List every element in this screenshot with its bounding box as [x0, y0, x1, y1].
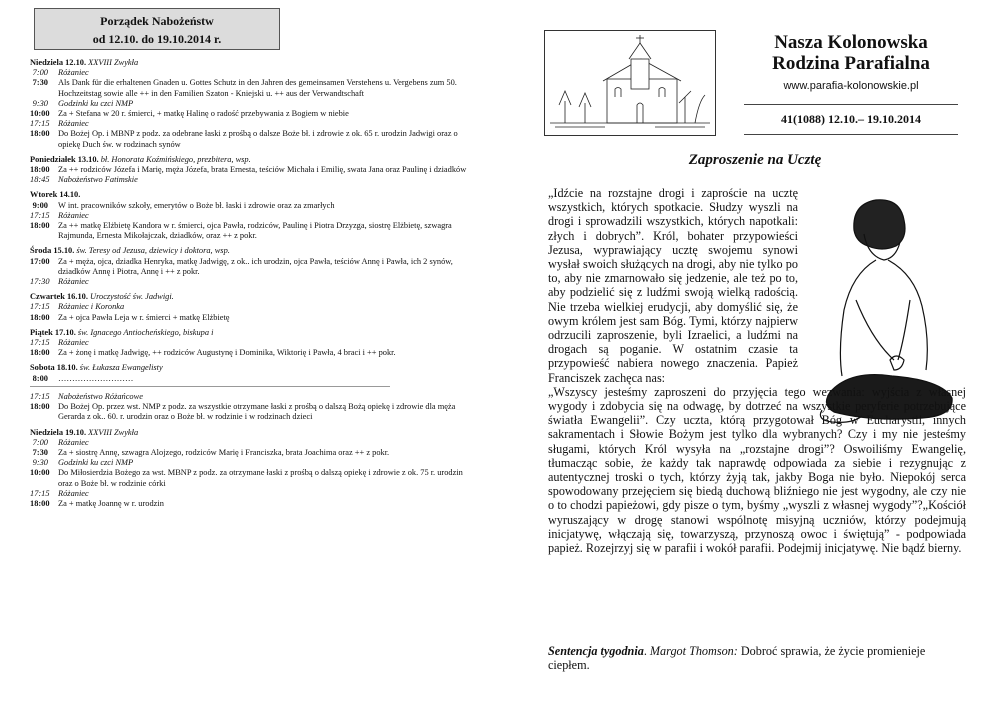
entry-text: Różaniec	[58, 119, 89, 129]
entry-time: 18:00	[30, 129, 50, 139]
day-name: Wtorek 14.10.	[30, 190, 81, 200]
schedule-entry	[30, 78, 470, 98]
schedule-day	[30, 292, 470, 323]
entry-time: 7:00	[32, 437, 48, 447]
day-heading	[30, 190, 470, 200]
sentence-text: Dobroć sprawia, że życie promienieje ciepłem.	[548, 644, 926, 673]
day-note: Uroczystość św. Jadwigi.	[90, 292, 174, 302]
title-line-1: Nasza Kolonowska	[774, 32, 928, 53]
entry-time: 10:00	[30, 109, 50, 119]
day-heading	[30, 246, 470, 256]
entry-time: 17:00	[30, 256, 50, 266]
schedule-entry	[30, 221, 470, 241]
entry-text: Różaniec	[58, 68, 89, 78]
schedule-entry	[30, 313, 470, 323]
day-heading	[30, 363, 470, 373]
entry-time: 17:15	[30, 119, 50, 129]
entry-text: Różaniec	[58, 488, 89, 498]
schedule-entry	[30, 201, 470, 211]
entry-text: Za ++ matkę Elżbietę Kandora w r. śmierci, ojca Pawła, rodziców, Paulinę i Piotra Drzyzga, siostrę Elżbietę, szwagra Rajmunda, Ernesta Mikołajczak, dziadków, oraz ++ z pokr.	[58, 221, 452, 241]
divider	[744, 104, 958, 105]
entry-text: Za + ojca Pawła Leja w r. śmierci + matkę Elżbietę	[58, 312, 230, 322]
article-text-narrow: „Idźcie na rozstajne drogi i zaproście na ucztę wszystkich, których spotkacie. Słudzy wyszli na drogi i sprowadzili wszystkich, których napotkali: złych i dobrych”. Król, bohater przypowieści Jezusa, wyprawiający ucztę swojemu synowi wysłał swoich służących na drogi, aby nie tylko po to, aby nie zmarnowało się jedzenie, ale też po to, aby podzielić się z ludźmi swoją wielką radością. Nie trzeba wielkiej erudycji, aby domyślić się, że owym królem jest sam Bóg. Tymi, którzy najpierw odrzucili zaproszenie, byli Izraelici, a ludźmi na drogach są poganie. W ostatnim czasie ta przypowieść nabiera nowego znaczenia. Papież Franciszek zachęca nas:	[548, 186, 798, 385]
schedule-entry	[30, 338, 470, 348]
entry-time: 17:15	[30, 338, 50, 348]
entry-text: Różaniec	[58, 338, 89, 348]
schedule-day	[30, 58, 470, 150]
entry-text: Godzinki ku czci NMP	[58, 98, 134, 108]
day-name: Piątek 17.10.	[30, 327, 76, 337]
entry-time: 18:00	[30, 348, 50, 358]
entry-text: Różaniec	[58, 277, 89, 287]
entry-time: 17:15	[30, 302, 50, 312]
church-illustration	[544, 30, 716, 136]
entry-time: 7:00	[32, 68, 48, 78]
entry-text: W int. pracowników szkoły, emerytów o Boże bł. łaski i zdrowie oraz za zmarłych	[58, 200, 335, 210]
entry-time: 18:00	[30, 221, 50, 231]
schedule-entry	[30, 468, 470, 488]
sentence-label: Sentencja tygodnia	[548, 644, 644, 658]
day-name: Środa 15.10.	[30, 246, 75, 256]
entry-text: Za + Stefana w 20 r. śmierci, + matkę Halinę o radość przebywania z Bogiem w niebie	[58, 109, 349, 119]
schedule-entry	[30, 448, 470, 458]
day-note: XXVIII Zwykła	[88, 58, 139, 67]
schedule-entry	[30, 68, 470, 78]
issue-number: 41(1088) 12.10.– 19.10.2014	[781, 112, 921, 126]
day-note: św. Łukasza Ewangelisty	[79, 363, 163, 373]
parish-url: www.parafia-kolonowskie.pl	[783, 80, 919, 92]
schedule-entry	[30, 392, 470, 402]
schedule-entry	[30, 489, 470, 499]
schedule-entry	[30, 211, 470, 221]
entry-time: 18:00	[30, 498, 50, 508]
entry-time: 18:00	[30, 165, 50, 175]
schedule-day	[30, 155, 470, 186]
entry-time: 17:15	[30, 488, 50, 498]
entry-text: Za + żonę i matkę Jadwigę, ++ rodziców Augustynę i Dominika, Wiktorię i Pawła, 4 braci i ++ pokr.	[58, 348, 396, 358]
schedule-entry	[30, 348, 470, 358]
schedule-title: Porządek Nabożeństw	[100, 14, 214, 28]
entry-text: Godzinki ku czci NMP	[58, 458, 134, 468]
entry-time: 8:00	[32, 373, 48, 383]
article-heading: Zaproszenie na Ucztę	[688, 152, 822, 168]
day-note: bł. Honorata Koźmińskiego, prezbitera, wsp.	[100, 154, 251, 164]
schedule-entry	[30, 129, 470, 149]
schedule-entry	[30, 402, 470, 422]
entry-text: Różaniec i Koronka	[58, 302, 125, 312]
entry-text: Za + siostrę Annę, szwagra Alojzego, rodziców Marię i Franciszka, brata Joachima oraz ++ z pokr.	[58, 447, 390, 457]
entry-text: Nabożeństwo Fatimskie	[58, 175, 138, 185]
entry-time: 9:30	[32, 98, 48, 108]
day-name: Niedziela 19.10.	[30, 427, 87, 437]
schedule-day	[30, 328, 470, 359]
schedule-entry	[30, 165, 470, 175]
schedule-title-box	[34, 8, 280, 50]
entry-text: Do Miłosierdzia Bożego za wst. MBNP z podz. za otrzymane łaski z prośbą o dalszą opiekę i zdrowie z ok. 75 r. urodzin oraz o Boże bł. w rodzinie córki	[58, 468, 463, 488]
day-heading	[30, 155, 470, 165]
entry-time: 9:30	[32, 458, 48, 468]
schedule-range: od 12.10. do 19.10.2014 r.	[92, 32, 222, 46]
day-name: Sobota 18.10.	[30, 363, 78, 373]
schedule-entry	[30, 374, 470, 384]
newsletter-front	[540, 0, 970, 702]
schedule-day	[30, 363, 470, 386]
entry-time: 7:30	[32, 447, 48, 457]
entry-time: 9:00	[32, 200, 48, 210]
day-heading	[30, 58, 470, 68]
day-heading	[30, 428, 470, 438]
entry-text: Za ++ rodziców Józefa i Marię, męża Józefa, brata Ernesta, teściów Michała i Emilię, swata Jana oraz Paulinę i dziadków	[58, 165, 467, 175]
separator-line	[30, 386, 390, 387]
entry-text: Nabożeństwo Różańcowe	[58, 391, 143, 401]
entry-time: 18:45	[30, 175, 50, 185]
entry-time: 18:00	[30, 402, 50, 412]
newsletter-title	[744, 32, 958, 74]
entry-text: Różaniec	[58, 210, 89, 220]
schedule-entry	[30, 109, 470, 119]
schedule-entry	[30, 499, 470, 509]
divider	[744, 134, 958, 135]
entry-text: Do Bożej Op. przez wst. NMP z podz. za wszystkie otrzymane łaski z prośbą o dalszą Bożą opiekę i zdrowie dla męża Gerarda z ok.. 60. r. urodzin oraz o Boże bł. w rodzinie i w rodzinach dzieci	[58, 402, 456, 422]
schedule-day	[30, 246, 470, 287]
schedule-day	[30, 190, 470, 241]
day-heading	[30, 292, 470, 302]
title-line-2: Rodzina Parafialna	[772, 53, 930, 74]
day-name: Czwartek 16.10.	[30, 292, 88, 302]
day-note: XXVIII Zwykła	[88, 427, 139, 437]
day-name: Poniedziałek 13.10.	[30, 154, 99, 164]
day-name: Niedziela 12.10.	[30, 58, 87, 67]
schedule-day	[30, 392, 470, 423]
entry-time: 10:00	[30, 468, 50, 478]
entry-time: 7:30	[32, 78, 48, 88]
schedule-entry	[30, 277, 470, 287]
entry-text: Za + męża, ojca, dziadka Henryka, matkę Jadwigę, z ok.. ich urodzin, ojca Pawła, teściów Annę i Pawła, ich 2 synów, dziadków Annę i Piotra, Annę i ++ z pokr.	[58, 256, 453, 276]
entry-time: 17:30	[30, 277, 50, 287]
schedule-entry	[30, 175, 470, 185]
entry-time: 18:00	[30, 312, 50, 322]
schedule-entry	[30, 99, 470, 109]
article-body	[548, 186, 966, 555]
schedule-entry	[30, 458, 470, 468]
schedule-entry	[30, 257, 470, 277]
entry-text: ………………………	[58, 373, 134, 383]
entry-text: Różaniec	[58, 437, 89, 447]
entry-text: Za + matkę Joannę w r. urodzin	[58, 498, 164, 508]
day-note: św. Teresy od Jezusa, dziewicy i doktora, wsp.	[76, 246, 230, 256]
entry-time: 17:15	[30, 391, 50, 401]
entry-time: 17:15	[30, 210, 50, 220]
article-text-wide: „Wszyscy jesteśmy zaproszeni do przyjęcia tego wezwania: wyjścia z własnej wygody i zdobycia się na odwagę, by dotrzeć na wszystkie peryferie potrzebujące światła Ewangelii”. Czy uczta, którą przygotował Bóg w Eucharystii, innych sakramentach i Słowie Bożym jest tylko dla wybranych? Czy i my nie jesteśmy sługami, których Król wysyła na „rozstajne drogi”? Oswoiliśmy Ewangelię, tłumacząc sobie, że każdy tak naprawdę odpowiada za siebie i rezygnując z autentycznej troski o tych, którzy żyją tak, jakby Boga nie było. Niepokój serca spowodowany przejęciem się biedą duchową bliźniego nie jest wygodny, ale czy nie o to chodzi papieżowi, gdy pisze o tym, byśmy „wyszli z własnej wygody”?„Kościół wyruszający w drogę stanowi wspólnotę misyjną uczniów, którzy podejmują inicjatywę, włączają się, towarzyszą, przynoszą owoc i świętują” - podpowiada papież. Rozejrzyj się w parafii i wokół parafii. Podejmij inicjatywę. Nie bądź bierny.	[548, 384, 966, 556]
day-heading	[30, 328, 470, 338]
sentence-author: Margot Thomson:	[649, 644, 738, 658]
entry-text: Als Dank für die erhaltenen Gnaden u. Gottes Schutz in den Jahren des gemeinsamen Verstehens u. Vergebens zum 50. Hochzeitstag sowie alle ++ in den Familien Szaton - Kniejski u. ++ aus der Verwandtschaft	[58, 78, 457, 98]
schedule-entry	[30, 119, 470, 129]
schedule-days	[30, 58, 470, 514]
entry-text: Do Bożej Op. i MBNP z podz. za odebrane łaski z prośbą o dalsze Boże bł. i zdrowie z ok. 65 r. urodzin Jadwigi oraz o opiekę Duch św. w rodzinach synów	[58, 129, 458, 149]
day-note: św. Ignacego Antiocheńskiego, biskupa i	[77, 327, 214, 337]
schedule-day	[30, 428, 470, 510]
schedule-entry	[30, 302, 470, 312]
schedule-entry	[30, 438, 470, 448]
sentence-of-week: Sentencja tygodnia. Margot Thomson: Dobroć sprawia, że życie promienieje ciepłem.	[548, 644, 926, 673]
